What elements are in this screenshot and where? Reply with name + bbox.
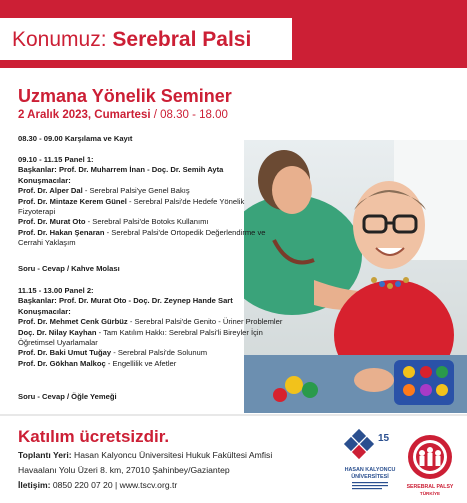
contact-label: İletişim: <box>18 480 51 490</box>
event-title: Uzmana Yönelik Seminer <box>18 86 232 106</box>
talk-speaker: Prof. Dr. Gökhan Malkoç <box>18 358 106 368</box>
talk-topic: - Serebral Palsi'ye Genel Bakış <box>82 186 190 196</box>
topic-title <box>12 27 251 53</box>
panel1-chairs: Başkanlar: Prof. Dr. Muharrem İnan - Doç. Dr. Semih Ayta <box>18 165 224 175</box>
footer-divider <box>0 414 467 416</box>
sp-name: SEREBRAL PALSY <box>406 484 454 490</box>
event-time: / 08.30 - 18.00 <box>150 109 228 121</box>
event-date <box>18 108 280 123</box>
talk-topic: - Tam Katılım Hakkı: Serebral Palsi'li Bireyler İçin Öğretimsel Uyarlamalar <box>18 327 263 348</box>
talk-speaker: Doç. Dr. Nilay Kayhan <box>18 327 97 337</box>
talk-topic: - Serebral Palsi'de Hedefe Yönelik Fizyoterapi <box>18 196 245 217</box>
panel2-block <box>18 286 283 369</box>
contact-line <box>18 480 177 491</box>
venue-line <box>18 450 272 461</box>
panel2-speakers-label: Konuşmacılar: <box>18 306 71 316</box>
serebral-palsy-logo-mark <box>400 433 460 499</box>
talk-topic: - Serebral Palsi'de Solunum <box>111 348 208 358</box>
panel1-talk <box>18 228 283 249</box>
panel2-chairs: Başkanlar: Prof. Dr. Murat Oto - Doç. Dr. Zeynep Hande Sart <box>18 296 233 306</box>
sp-country: TÜRKİYE <box>419 491 441 496</box>
talk-topic: - Serebral Palsi'de Genito - Üriner Problemler <box>127 317 283 327</box>
event-date-day: 2 Aralık 2023, Cumartesi <box>18 109 151 121</box>
talk-speaker: Prof. Dr. Murat Oto <box>18 217 86 227</box>
panel2-talk <box>18 359 283 369</box>
panel2-title: 11.15 - 13.00 Panel 2: <box>18 286 94 295</box>
talk-speaker: Prof. Dr. Baki Umut Tuğay <box>18 348 112 358</box>
talk-speaker: Prof. Dr. Mintaze Kerem Günel <box>18 196 127 206</box>
panel2-talk <box>18 317 283 327</box>
break1 <box>18 264 283 274</box>
panel1-talk <box>18 197 283 218</box>
talk-topic: - Serebral Palsi'de Botoks Kullanımı <box>85 217 209 227</box>
venue-label: Toplantı Yeri: <box>18 450 72 460</box>
panel1-talk <box>18 217 283 227</box>
topic-prefix: Konumuz: <box>12 28 113 51</box>
break2-line: Soru - Cevap / Öğle Yemeği <box>18 392 117 401</box>
panel1-talk <box>18 186 283 196</box>
talk-speaker: Prof. Dr. Alper Dal <box>18 186 83 196</box>
registration-line: 08.30 - 09.00 Karşılama ve Kayıt <box>18 134 133 143</box>
serebral-palsy-logo <box>400 433 460 499</box>
hku-anniversary: 15 <box>378 433 390 444</box>
panel2-talk <box>18 328 283 349</box>
hku-name: HASAN KALYONCU <box>344 467 396 473</box>
event-heading <box>18 85 280 123</box>
hku-logo-mark <box>340 425 400 495</box>
topic-name: Serebral Palsi <box>112 28 252 51</box>
talk-speaker: Prof. Dr. Hakan Şenaran <box>18 227 105 237</box>
talk-speaker: Prof. Dr. Mehmet Cenk Gürbüz <box>18 317 128 327</box>
talk-topic: - Serebral Palsi'de Ortopedik Değerlendirme ve Cerrahi Yaklaşım <box>18 227 266 248</box>
hku-logo <box>340 425 400 495</box>
panel1-title: 09.10 - 11.15 Panel 1: <box>18 155 94 164</box>
break2 <box>18 392 283 402</box>
panel2-talk <box>18 348 283 358</box>
panel1-block <box>18 155 283 249</box>
hku-sub: ÜNİVERSİTESİ <box>351 474 389 480</box>
free-admission: Katılım ücretsizdir. <box>18 427 170 446</box>
talk-topic: - Engellilik ve Afetler <box>105 358 177 368</box>
panel1-speakers-label: Konuşmacılar: <box>18 175 71 185</box>
program-registration <box>18 134 283 144</box>
address-line: Havaalanı Yolu Üzeri 8. km, 27010 Şahinbey/Gaziantep <box>18 465 230 475</box>
venue-value: Hasan Kalyoncu Üniversitesi Hukuk Fakültesi Amfisi <box>71 450 273 460</box>
break1-line: Soru - Cevap / Kahve Molası <box>18 264 120 273</box>
contact-value: 0850 220 07 20 | www.tscv.org.tr <box>50 480 178 490</box>
